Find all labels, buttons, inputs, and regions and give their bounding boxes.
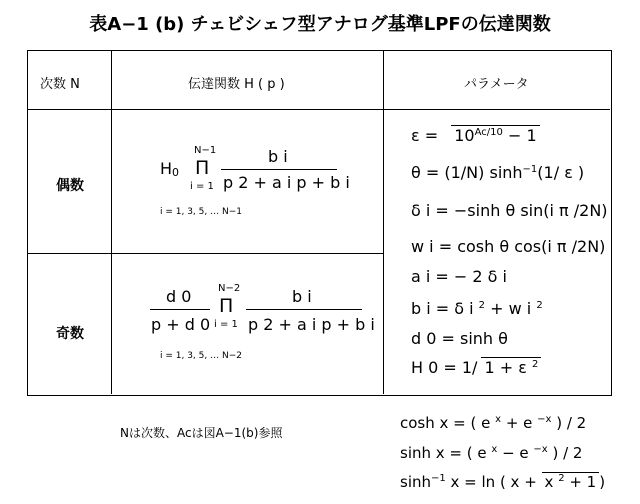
page-title: 表A−1 (b) チェビシェフ型アナログ基準LPFの伝達関数: [89, 14, 551, 35]
param-a: a i = − 2 δ i: [411, 267, 507, 286]
odd-d0-fraction-line: [150, 309, 210, 310]
param-w: w i = cosh θ cos(i π /2N): [411, 237, 606, 256]
formula-cosh: cosh x = ( e $^x$ + e $^{-x}$ ) / 2: [400, 414, 587, 432]
header-transfer-function: 伝達関数 H ( p ): [188, 77, 285, 92]
header-order: 次数 N: [40, 77, 80, 92]
even-denominator: p 2 + a i p + b i: [223, 173, 350, 192]
odd-d0-numerator: d 0: [166, 287, 192, 306]
odd-product-upper: N−2: [218, 283, 241, 294]
row-label-odd: 奇数: [56, 326, 84, 342]
even-index-range: i = 1, 3, 5, … N−1: [160, 207, 242, 217]
even-product-lower: i = 1: [190, 181, 214, 192]
header-parameters: パラメータ: [464, 77, 529, 92]
footnote: Nは次数、Acは図A−1(b)参照: [120, 426, 283, 440]
col-divider-1: [111, 51, 112, 394]
even-numerator: b i: [268, 147, 288, 166]
row-label-even: 偶数: [56, 178, 84, 194]
formula-sinh: sinh x = ( e $^x$ − e $^{-x}$ ) / 2: [400, 444, 583, 462]
param-theta: θ = (1/N) $\sinh^{-1}(1/$ ε ): [411, 163, 585, 182]
param-epsilon: $\varepsilon = 10^{Ac/10} - 1$: [411, 125, 540, 145]
odd-index-range: i = 1, 3, 5, … N−2: [160, 351, 242, 361]
transfer-function-table: [27, 50, 612, 396]
odd-d0-denominator: p + d 0: [151, 315, 211, 334]
param-d0: d 0 = sinh θ: [411, 329, 508, 348]
even-product-symbol: Π: [195, 157, 210, 179]
odd-fraction-line: [246, 309, 362, 310]
formula-asinh: $\sinh^{-1} x = \ln$ ( x + x $^2$ + 1): [400, 473, 606, 491]
param-delta: δ i = −sinh θ sin(i π /2N): [411, 201, 608, 220]
header-divider: [28, 109, 610, 110]
param-b: b i = δ i $^2$ + w i $^2$: [411, 299, 543, 318]
param-h0: H 0 = 1/ 1 + ε $^2$: [411, 357, 541, 377]
row-divider: [28, 253, 383, 254]
even-product-upper: N−1: [194, 145, 217, 156]
even-h0: $H_0$: [160, 159, 180, 179]
even-fraction-line: [221, 169, 337, 170]
odd-product-symbol: Π: [219, 295, 234, 317]
odd-numerator: b i: [292, 287, 312, 306]
col-divider-2: [383, 51, 384, 394]
odd-product-lower: i = 1: [214, 319, 238, 330]
odd-denominator: p 2 + a i p + b i: [248, 315, 375, 334]
